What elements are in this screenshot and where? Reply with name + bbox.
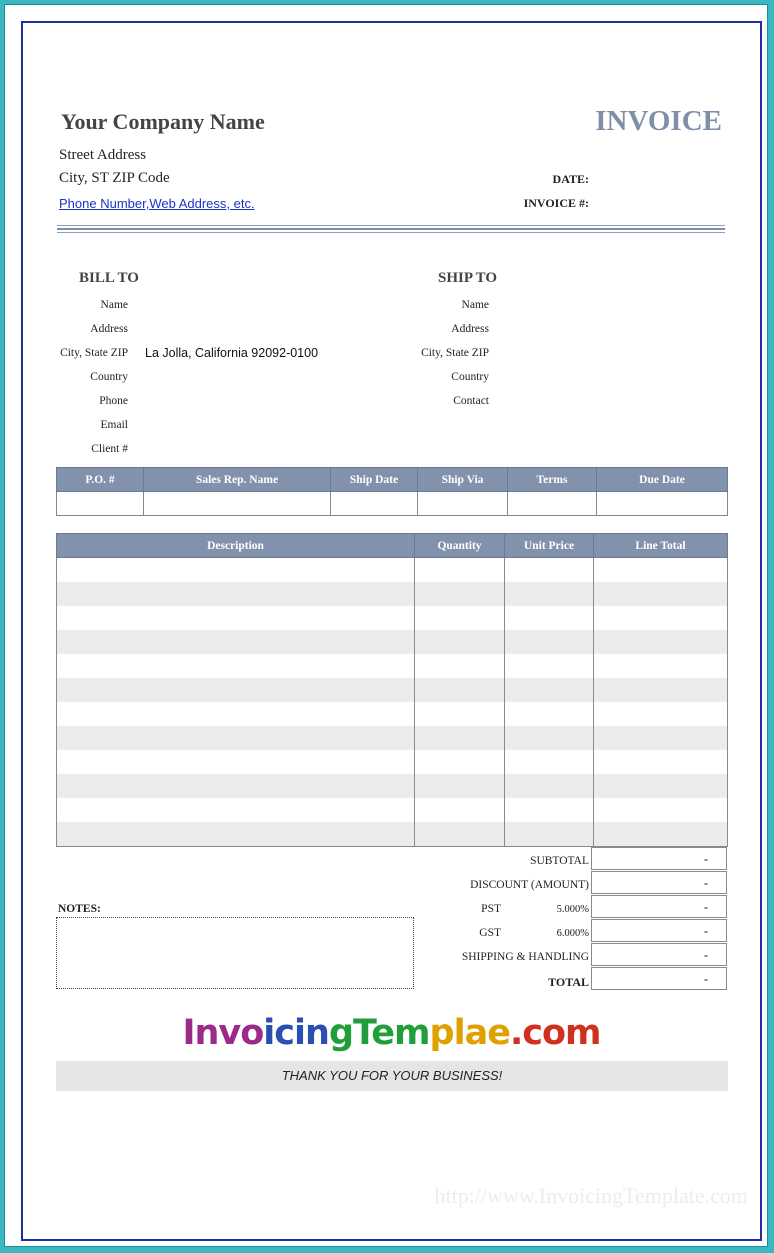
unit-price-header: Unit Price [505,534,594,558]
pst-value[interactable]: - [591,895,727,918]
gst-label: GST [479,927,501,939]
due-date-header: Due Date [597,468,728,492]
watermark: http://www.InvoicingTemplate.com [434,1183,748,1208]
order-info-table [56,467,728,516]
ship-to-name-label: Name [461,299,489,311]
bill-to-country-label: Country [90,371,128,383]
bill-to-address-label: Address [90,323,128,335]
pst-rate[interactable]: 5.000% [556,904,589,915]
header-rule-1 [57,225,725,226]
bill-to-phone-label: Phone [99,395,128,407]
logo-letter: . [509,1013,523,1053]
bill-to-city-value[interactable]: La Jolla, California 92092-0100 [145,346,319,360]
table-row[interactable] [57,582,728,606]
total-label: TOTAL [548,975,589,989]
discount-label: DISCOUNT (AMOUNT) [470,879,589,891]
header-rule-3 [57,232,725,233]
table-row[interactable] [57,726,728,750]
logo-letter: g [328,1013,354,1053]
table-row[interactable] [57,774,728,798]
logo-letter: o [541,1013,566,1053]
line-total-header: Line Total [594,534,728,558]
header-rule-2 [57,228,725,230]
line-items-table [56,533,728,847]
logo-letter: a [464,1013,488,1053]
logo-letter: c [274,1013,295,1053]
company-name: Your Company Name [61,109,265,134]
shipping-label: SHIPPING & HANDLING [461,951,589,963]
bill-to-heading: BILL TO [79,270,139,286]
logo-letter: p [429,1013,454,1053]
shipping-value[interactable]: - [591,943,727,966]
date-label: DATE: [552,172,589,186]
ship-to-address-label: Address [451,323,489,335]
bill-to-client-label: Client # [91,443,128,455]
subtotal-value[interactable]: - [591,847,727,870]
sales-rep-cell[interactable] [144,492,331,516]
logo-letter: n [305,1013,329,1053]
contact-link[interactable]: Phone Number,Web Address, etc. [59,196,255,211]
logo-letter: c [522,1013,542,1053]
table-row[interactable] [57,678,728,702]
logo-letter: i [263,1013,275,1053]
logo-letter: m [394,1013,430,1053]
pst-label: PST [481,903,501,915]
invoice-title: INVOICE [595,105,722,137]
logo-letter: i [294,1013,306,1053]
invoice-number-label: INVOICE #: [523,196,589,210]
terms-header: Terms [508,468,597,492]
table-row[interactable] [57,558,728,583]
total-value[interactable]: - [591,967,727,990]
invoicing-template-logo [23,1013,760,1053]
logo-letter: e [371,1013,395,1053]
ship-date-header: Ship Date [331,468,418,492]
table-row[interactable] [57,822,728,847]
thank-you-banner: THANK YOU FOR YOUR BUSINESS! [56,1061,728,1091]
logo-letter: n [194,1013,219,1053]
logo-letter: T [353,1013,372,1053]
logo-text [182,1013,600,1053]
notes-box[interactable] [56,917,414,989]
bill-to-name-label: Name [100,299,128,311]
ship-to-city-label: City, State ZIP [421,347,489,359]
logo-letter: l [453,1013,465,1053]
street-address: Street Address [59,147,147,163]
ship-via-cell[interactable] [418,492,508,516]
po-header: P.O. # [57,468,144,492]
description-header: Description [57,534,415,558]
table-row[interactable] [57,702,728,726]
logo-letter: e [487,1013,510,1053]
ship-to-country-label: Country [451,371,489,383]
table-row[interactable] [57,606,728,630]
ship-to-contact-label: Contact [453,395,489,407]
subtotal-label: SUBTOTAL [530,855,589,867]
table-row[interactable] [57,654,728,678]
outer-frame [4,4,768,1247]
table-row[interactable] [57,630,728,654]
notes-label: NOTES: [58,903,101,915]
logo-letter: v [218,1013,241,1053]
logo-letter: m [565,1013,601,1053]
bill-to-email-label: Email [100,419,128,431]
logo-letter: I [182,1013,195,1053]
logo-letter: o [240,1013,264,1053]
gst-value[interactable]: - [591,919,727,942]
terms-cell[interactable] [508,492,597,516]
bill-to-city-label: City, State ZIP [60,347,128,359]
invoice-page [21,21,762,1241]
po-cell[interactable] [57,492,144,516]
due-date-cell[interactable] [597,492,728,516]
sales-rep-header: Sales Rep. Name [144,468,331,492]
table-row[interactable] [57,798,728,822]
ship-date-cell[interactable] [331,492,418,516]
city-state-zip: City, ST ZIP Code [59,170,170,186]
table-row[interactable] [57,750,728,774]
discount-value[interactable]: - [591,871,727,894]
gst-rate[interactable]: 6.000% [556,928,589,939]
quantity-header: Quantity [415,534,505,558]
ship-to-heading: SHIP TO [438,270,498,286]
ship-via-header: Ship Via [418,468,508,492]
